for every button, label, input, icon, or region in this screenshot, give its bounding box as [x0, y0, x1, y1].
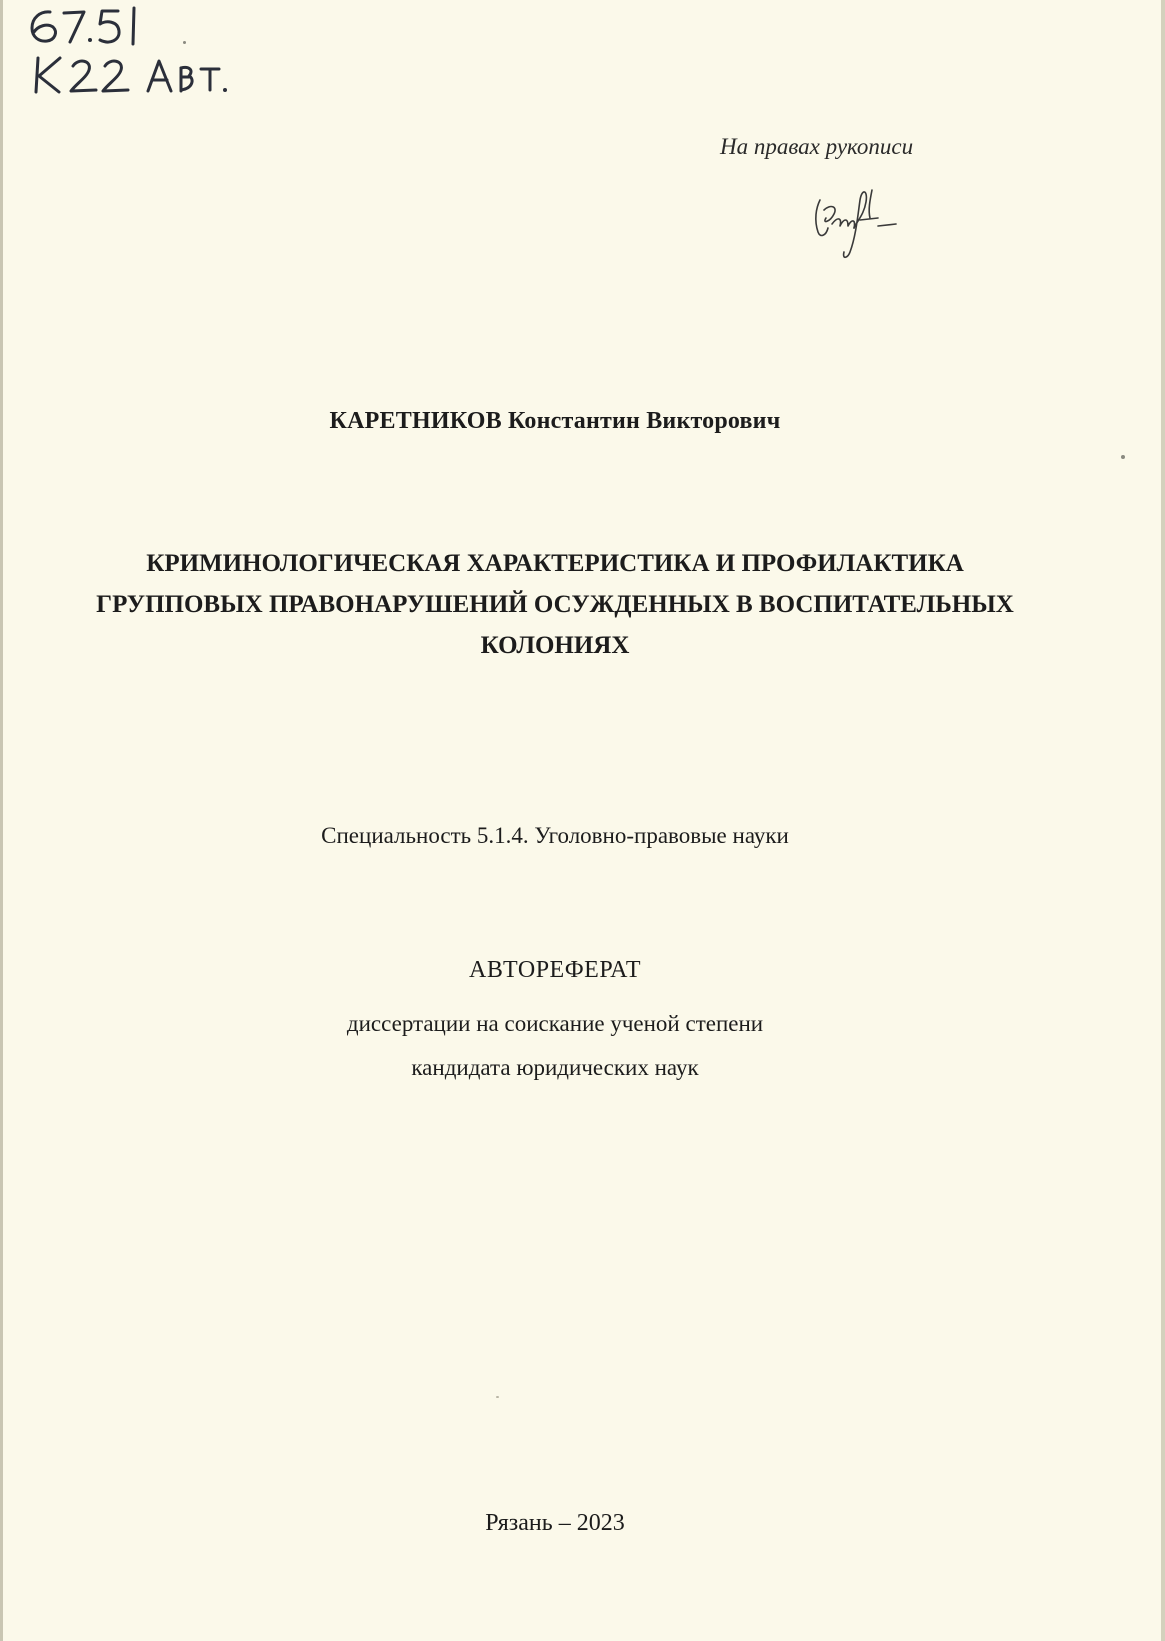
dissertation-title — [0, 543, 1110, 666]
handwritten-catalog-mark — [26, 2, 256, 102]
svg-text:67.51: 67.51 — [26, 2, 29, 3]
scan-speck — [1121, 455, 1125, 459]
title-line-3: КОЛОНИЯХ — [480, 632, 630, 659]
title-line-2: ГРУППОВЫХ ПРАВОНАРУШЕНИЙ ОСУЖДЕННЫХ В ВОСПИТАТЕЛЬНЫХ — [96, 591, 1014, 618]
title-line-1: КРИМИНОЛОГИЧЕСКАЯ ХАРАКТЕРИСТИКА И ПРОФИЛАКТИКА — [146, 550, 964, 577]
author-name: КАРЕТНИКОВ Константин Викторович — [329, 408, 781, 434]
document-type: АВТОРЕФЕРАТ — [469, 957, 641, 983]
city-year: Рязань – 2023 — [485, 1510, 625, 1536]
scan-edge-left — [0, 0, 3, 1641]
scan-speck — [496, 1396, 499, 1398]
degree-line-2: кандидата юридических наук — [411, 1055, 699, 1080]
degree-line-1: диссертации на соискание ученой степени — [346, 1011, 764, 1036]
degree-description — [0, 1002, 1110, 1090]
author-signature — [808, 180, 918, 275]
specialty-line: Специальность 5.1.4. Уголовно-правовые науки — [321, 823, 789, 848]
scan-edge-right — [1161, 0, 1165, 1641]
rights-note: На правах рукописи — [720, 134, 914, 159]
